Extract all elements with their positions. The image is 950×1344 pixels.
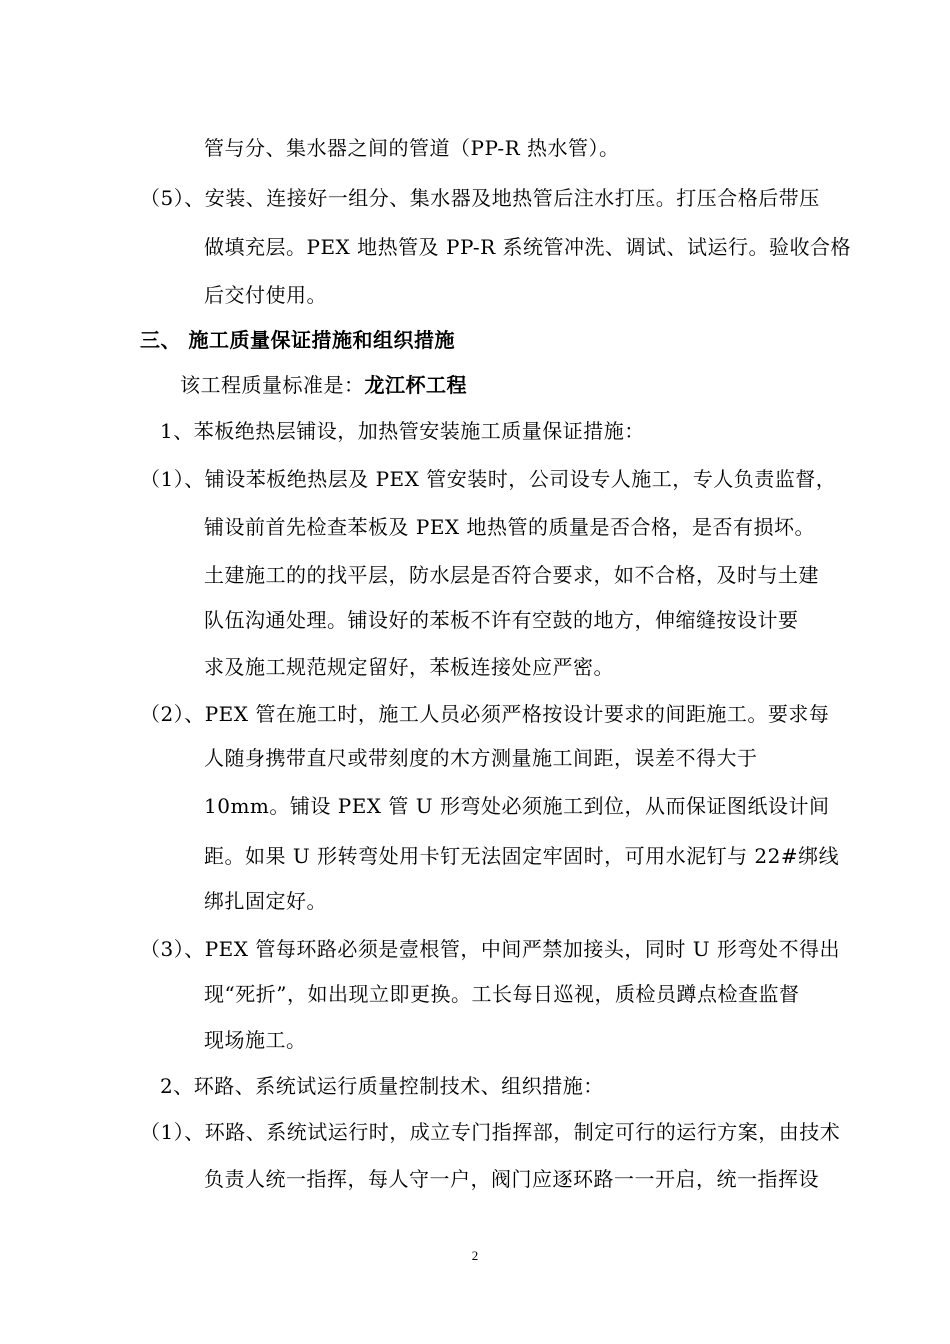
text-line: （1）、环路、系统试运行时，成立专门指挥部，制定可行的运行方案，由技术 <box>140 1120 841 1144</box>
section-heading: 三、 施工质量保证措施和组织措施 <box>140 328 455 352</box>
text-line: 管与分、集水器之间的管道（PP-R 热水管）。 <box>204 136 620 160</box>
subsection-heading: 1、苯板绝热层铺设，加热管安装施工质量保证措施： <box>160 419 645 443</box>
text-line: 做填充层。PEX 地热管及 PP-R 系统管冲洗、调试、试运行。验收合格 <box>204 235 852 259</box>
text-line: 距。如果 U 形转弯处用卡钉无法固定牢固时，可用水泥钉与 22#绑线 <box>204 844 840 868</box>
text-line: 土建施工的的找平层，防水层是否符合要求，如不合格，及时与土建 <box>204 563 819 587</box>
text-line: 人随身携带直尺或带刻度的木方测量施工间距，误差不得大于 <box>204 746 758 770</box>
text-line: 负责人统一指挥，每人守一户，阀门应逐环路一一开启，统一指挥设 <box>204 1167 819 1191</box>
text-line: （5）、安装、连接好一组分、集水器及地热管后注水打压。打压合格后带压 <box>140 186 820 210</box>
quality-standard-value: 龙江杯工程 <box>364 373 467 397</box>
text-line: 铺设前首先检查苯板及 PEX 地热管的质量是否合格，是否有损坏。 <box>204 515 816 539</box>
text-line: 绑扎固定好。 <box>204 889 327 913</box>
text-line: 求及施工规范规定留好，苯板连接处应严密。 <box>204 655 614 679</box>
quality-standard-label: 该工程质量标准是： <box>180 373 365 397</box>
text-line: （1）、铺设苯板绝热层及 PEX 管安装时，公司设专人施工，专人负责监督， <box>140 467 837 491</box>
text-line: 队伍沟通处理。铺设好的苯板不许有空鼓的地方，伸缩缝按设计要 <box>204 608 799 632</box>
text-line: 现场施工。 <box>204 1028 307 1052</box>
text-line: 10mm。铺设 PEX 管 U 形弯处必须施工到位，从而保证图纸设计间 <box>204 794 830 818</box>
subsection-heading: 2、环路、系统试运行质量控制技术、组织措施： <box>160 1074 604 1098</box>
text-line: 现“死折”，如出现立即更换。工长每日巡视，质检员蹲点检查监督 <box>204 982 800 1006</box>
text-line: （2）、PEX 管在施工时，施工人员必须严格按设计要求的间距施工。要求每 <box>140 702 830 726</box>
text-line: 后交付使用。 <box>204 283 327 307</box>
quality-standard <box>180 372 467 398</box>
page-number: 2 <box>471 1248 479 1263</box>
text-line: （3）、PEX 管每环路必须是壹根管，中间严禁加接头，同时 U 形弯处不得出 <box>140 937 840 961</box>
